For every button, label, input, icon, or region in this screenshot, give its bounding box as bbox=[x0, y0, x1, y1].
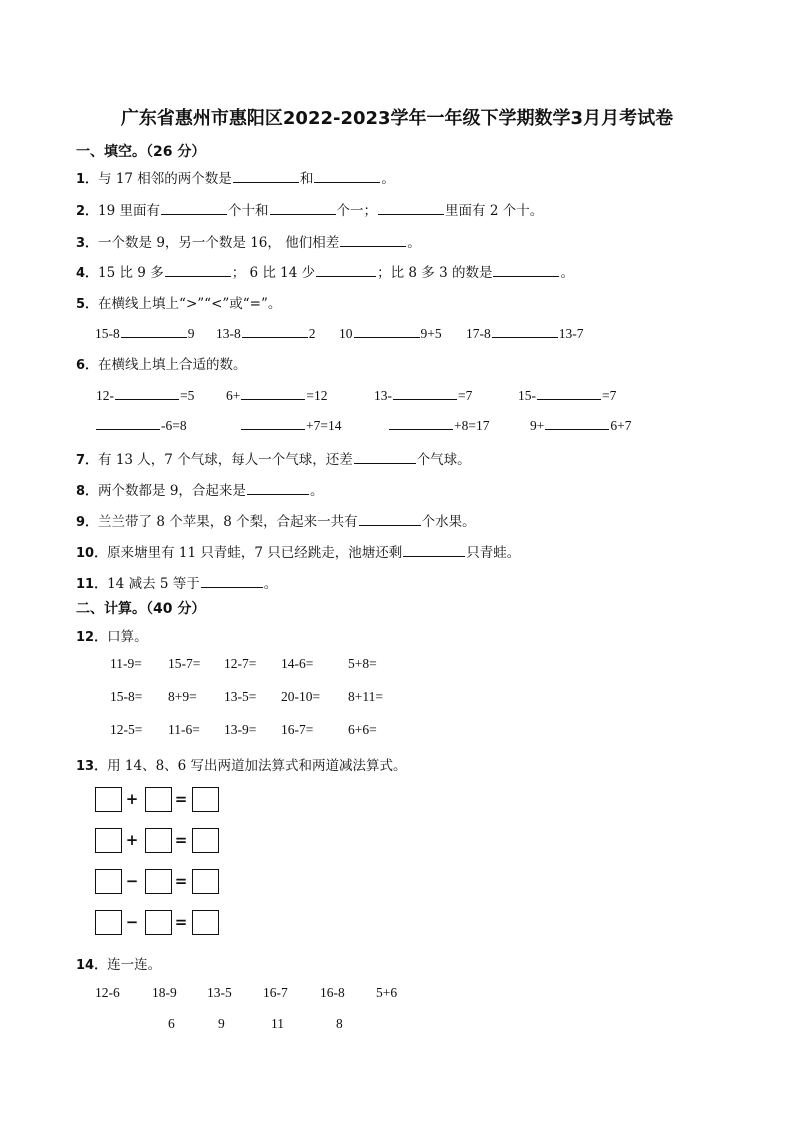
answer-blank[interactable] bbox=[96, 416, 160, 430]
answer-box[interactable] bbox=[192, 787, 219, 812]
math-item: 20-10= bbox=[281, 689, 321, 704]
expr-pre: 13- bbox=[374, 388, 392, 403]
answer-box[interactable] bbox=[145, 787, 172, 812]
question-number: 14． bbox=[76, 958, 108, 973]
question-text: 个一； bbox=[336, 203, 378, 219]
answer-box[interactable] bbox=[145, 910, 172, 935]
question-11 bbox=[76, 572, 277, 592]
answer-blank[interactable] bbox=[121, 324, 187, 338]
question-number: 1． bbox=[76, 172, 99, 187]
question-5 bbox=[76, 292, 281, 312]
answer-blank[interactable] bbox=[115, 386, 179, 400]
math-item: 11-9= bbox=[110, 656, 142, 671]
equals-sign: = bbox=[174, 913, 188, 931]
question-1 bbox=[76, 167, 395, 187]
math-item: 11-6= bbox=[168, 722, 200, 737]
answer-box[interactable] bbox=[192, 828, 219, 853]
question-14 bbox=[76, 953, 161, 973]
math-item: 8+9= bbox=[168, 689, 197, 704]
expr-post: =7 bbox=[458, 388, 473, 403]
expr-left: 10 bbox=[339, 326, 353, 341]
question-text: 原来塘里有 11 只青蛙，7 只已经跳走，池塘还剩 bbox=[107, 545, 403, 561]
answer-blank[interactable] bbox=[201, 574, 263, 588]
question-number: 6． bbox=[76, 358, 99, 373]
math-item: 6+6= bbox=[348, 722, 377, 737]
question-text: 个十和 bbox=[228, 203, 269, 219]
expr-left: 13-8 bbox=[216, 326, 241, 341]
fill-item bbox=[226, 386, 328, 404]
expr-right: 9+5 bbox=[420, 326, 442, 341]
question-text: 连一连。 bbox=[107, 957, 162, 973]
section-1-heading: 一、填空。（26 分） bbox=[76, 144, 206, 160]
question-text: 个水果。 bbox=[421, 514, 476, 530]
match-expression[interactable]: 16-8 bbox=[320, 985, 345, 1000]
question-number: 11． bbox=[76, 577, 108, 592]
expr-post: =5 bbox=[180, 388, 195, 403]
question-text: 用 14、8、6 写出两道加法算式和两道减法算式。 bbox=[107, 758, 407, 774]
question-number: 5． bbox=[76, 297, 99, 312]
question-9 bbox=[76, 510, 476, 530]
question-text: 只青蛙。 bbox=[466, 545, 521, 561]
fill-item bbox=[95, 416, 187, 434]
match-expression[interactable]: 16-7 bbox=[263, 985, 288, 1000]
question-4 bbox=[76, 261, 574, 281]
math-item: 14-6= bbox=[281, 656, 314, 671]
answer-blank[interactable] bbox=[354, 450, 416, 464]
compare-item bbox=[339, 324, 442, 342]
answer-blank[interactable] bbox=[161, 201, 227, 215]
question-number: 12． bbox=[76, 630, 108, 645]
question-text: 。 bbox=[263, 576, 278, 592]
equals-sign: = bbox=[174, 831, 188, 849]
fill-item bbox=[96, 386, 194, 404]
answer-blank[interactable] bbox=[403, 543, 465, 557]
answer-blank[interactable] bbox=[537, 386, 601, 400]
question-number: 2． bbox=[76, 204, 99, 219]
question-12 bbox=[76, 625, 148, 645]
answer-box[interactable] bbox=[95, 910, 122, 935]
question-number: 8． bbox=[76, 484, 99, 499]
math-item: 5+8= bbox=[348, 656, 377, 671]
question-text: 。 bbox=[560, 265, 574, 281]
expr-pre: 12- bbox=[96, 388, 114, 403]
expr-post: -6=8 bbox=[161, 418, 187, 433]
math-item: 8+11= bbox=[348, 689, 383, 704]
answer-blank[interactable] bbox=[241, 386, 305, 400]
answer-blank[interactable] bbox=[247, 481, 309, 495]
answer-blank[interactable] bbox=[340, 233, 406, 247]
math-item: 15-7= bbox=[168, 656, 201, 671]
answer-blank[interactable] bbox=[316, 263, 376, 277]
question-13 bbox=[76, 754, 407, 774]
answer-blank[interactable] bbox=[492, 324, 558, 338]
answer-blank[interactable] bbox=[378, 201, 444, 215]
expr-right: 9 bbox=[187, 326, 195, 341]
answer-blank[interactable] bbox=[359, 512, 421, 526]
answer-box[interactable] bbox=[95, 787, 122, 812]
answer-blank[interactable] bbox=[493, 263, 559, 277]
answer-blank[interactable] bbox=[545, 416, 609, 430]
answer-box[interactable] bbox=[192, 910, 219, 935]
answer-blank[interactable] bbox=[393, 386, 457, 400]
fill-item bbox=[518, 386, 616, 404]
answer-blank[interactable] bbox=[241, 416, 305, 430]
question-text: 两个数都是 9，合起来是 bbox=[98, 483, 246, 499]
match-expression[interactable]: 12-6 bbox=[95, 985, 120, 1000]
page-title: 广东省惠州市惠阳区2022-2023学年一年级下学期数学3月月考试卷 bbox=[120, 108, 674, 129]
answer-box[interactable] bbox=[192, 869, 219, 894]
math-item: 12-7= bbox=[224, 656, 257, 671]
fill-item bbox=[388, 416, 489, 434]
match-expression[interactable]: 5+6 bbox=[376, 985, 398, 1000]
question-text: 14 减去 5 等于 bbox=[107, 576, 200, 592]
question-text: 。 bbox=[309, 483, 324, 499]
question-number: 9． bbox=[76, 515, 99, 530]
question-text: ；比 8 多 3 的数是 bbox=[377, 265, 493, 281]
fill-item bbox=[240, 416, 341, 434]
minus-sign: − bbox=[125, 872, 139, 890]
compare-item bbox=[95, 324, 195, 342]
math-item: 16-7= bbox=[281, 722, 314, 737]
question-text: 。 bbox=[381, 171, 395, 187]
match-expression[interactable]: 18-9 bbox=[152, 985, 177, 1000]
expr-post: =7 bbox=[602, 388, 617, 403]
math-item: 12-5= bbox=[110, 722, 143, 737]
answer-box[interactable] bbox=[95, 828, 122, 853]
question-10 bbox=[76, 541, 520, 561]
fill-item bbox=[374, 386, 472, 404]
question-text: 口算。 bbox=[107, 629, 148, 645]
math-item: 13-9= bbox=[224, 722, 257, 737]
answer-blank[interactable] bbox=[165, 263, 231, 277]
match-answer[interactable]: 11 bbox=[271, 1016, 284, 1031]
compare-item bbox=[216, 324, 316, 342]
question-number: 4． bbox=[76, 266, 99, 281]
question-text: 在横线上填上“>”“<”或“=”。 bbox=[98, 296, 282, 312]
question-text: 个气球。 bbox=[416, 452, 471, 468]
question-text: 。 bbox=[407, 235, 421, 251]
question-number: 10． bbox=[76, 546, 108, 561]
expr-right: 13-7 bbox=[558, 326, 584, 341]
answer-box[interactable] bbox=[95, 869, 122, 894]
match-answer[interactable]: 6 bbox=[168, 1016, 175, 1031]
expr-pre: 9+ bbox=[530, 418, 545, 433]
expr-pre: 15- bbox=[518, 388, 536, 403]
question-8 bbox=[76, 479, 323, 499]
expr-left: 15-8 bbox=[95, 326, 120, 341]
equals-sign: = bbox=[174, 790, 188, 808]
plus-sign: + bbox=[125, 831, 139, 849]
answer-blank[interactable] bbox=[389, 416, 453, 430]
question-7 bbox=[76, 448, 471, 468]
question-text: 里面有 2 个十。 bbox=[445, 203, 544, 219]
plus-sign: + bbox=[125, 790, 139, 808]
question-number: 13． bbox=[76, 759, 108, 774]
expr-pre: 6+ bbox=[226, 388, 241, 403]
question-text: 兰兰带了 8 个苹果，8 个梨，合起来一共有 bbox=[98, 514, 358, 530]
fill-item bbox=[530, 416, 632, 434]
expr-post: =12 bbox=[306, 388, 328, 403]
question-2 bbox=[76, 199, 543, 219]
compare-item bbox=[466, 324, 584, 342]
question-6 bbox=[76, 353, 247, 373]
answer-blank[interactable] bbox=[233, 169, 299, 183]
expr-post: +7=14 bbox=[306, 418, 342, 433]
question-3 bbox=[76, 231, 421, 251]
answer-box[interactable] bbox=[145, 869, 172, 894]
answer-blank[interactable] bbox=[242, 324, 308, 338]
question-text: 15 比 9 多 bbox=[98, 265, 164, 281]
question-text: 和 bbox=[299, 171, 314, 187]
math-item: 15-8= bbox=[110, 689, 143, 704]
minus-sign: − bbox=[125, 913, 139, 931]
equals-sign: = bbox=[174, 872, 188, 890]
match-answer[interactable]: 9 bbox=[218, 1016, 225, 1031]
math-item: 13-5= bbox=[224, 689, 257, 704]
match-expression[interactable]: 13-5 bbox=[207, 985, 232, 1000]
expr-post: 6+7 bbox=[610, 418, 632, 433]
section-2-heading: 二、计算。（40 分） bbox=[76, 601, 206, 617]
answer-blank[interactable] bbox=[354, 324, 420, 338]
question-text: 与 17 相邻的两个数是 bbox=[98, 171, 232, 187]
question-text: 一个数是 9，另一个数是 16， 他们相差 bbox=[98, 235, 340, 251]
expr-right: 2 bbox=[308, 326, 316, 341]
answer-box[interactable] bbox=[145, 828, 172, 853]
question-text: 19 里面有 bbox=[98, 203, 161, 219]
answer-blank[interactable] bbox=[314, 169, 380, 183]
match-answer[interactable]: 8 bbox=[336, 1016, 343, 1031]
expr-post: +8=17 bbox=[454, 418, 490, 433]
question-number: 3． bbox=[76, 236, 99, 251]
question-number: 7． bbox=[76, 453, 99, 468]
question-text: 有 13 人，7 个气球，每人一个气球，还差 bbox=[98, 452, 353, 468]
question-text: ； 6 比 14 少 bbox=[231, 265, 316, 281]
expr-left: 17-8 bbox=[466, 326, 491, 341]
answer-blank[interactable] bbox=[270, 201, 336, 215]
question-text: 在横线上填上合适的数。 bbox=[98, 357, 247, 373]
